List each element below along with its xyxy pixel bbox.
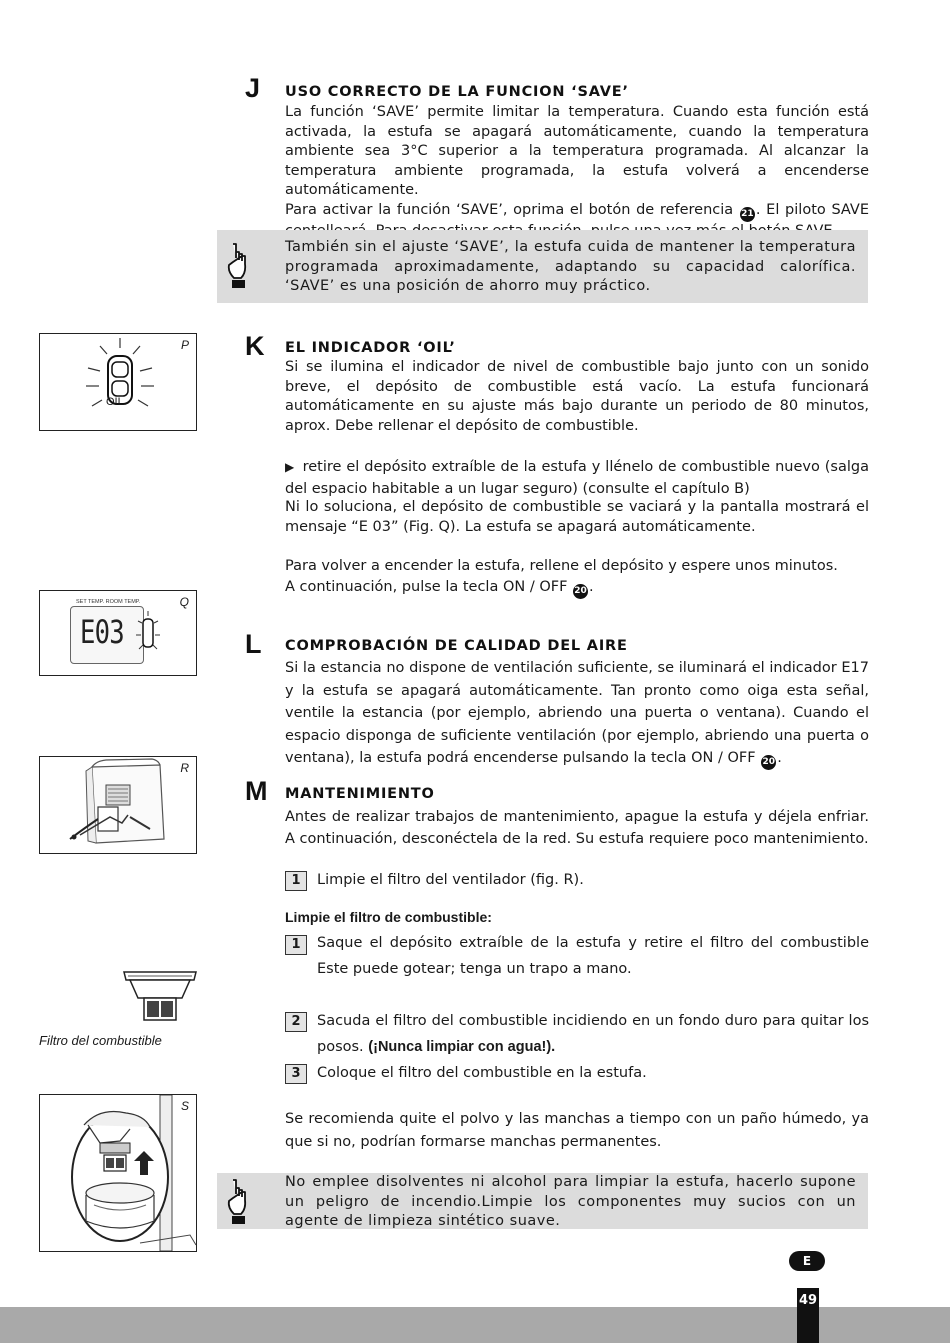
save-paragraph-2b: . El piloto SAVE — [755, 201, 869, 218]
figure-r-label: R — [180, 761, 189, 775]
step-replace-filter-text: Coloque el filtro del combustible en la estufa. — [317, 1065, 647, 1081]
section-letter-m: M — [245, 776, 268, 806]
section-letter-j: J — [245, 73, 261, 103]
fuel-filter-illustration — [120, 966, 200, 1024]
fuel-filter-heading: Limpie el filtro de combustible: — [285, 909, 492, 925]
step-number-box: 1 — [285, 871, 307, 891]
figure-p-label: P — [180, 338, 189, 352]
step-number-box: 3 — [285, 1064, 307, 1084]
note-save-text: También sin el ajuste ‘SAVE’, la estufa cuida de mantener la temperatura programada aproximadamente, adaptando su capacidad calorífica. ‘SAVE’ es una posición de ahorro muy práctico. — [285, 239, 856, 294]
section-letter-k: K — [245, 331, 265, 361]
fuel-drop-flashing-icon — [80, 336, 160, 426]
filter-install-illustration — [40, 1095, 196, 1251]
reference-20-badge: 20 — [573, 584, 588, 599]
oil-text: OIL — [106, 396, 124, 408]
figure-q-display — [39, 590, 197, 676]
note-cleaning-text: No emplee disolventes ni alcohol para limpiar la estufa, hacerlo supone un peligro de incendio.Limpie los componentes muy sucios con un agente de limpieza sintético suave. — [285, 1174, 856, 1229]
lcd-error-code: E03 — [80, 613, 124, 651]
triangle-bullet-icon: ▶ — [285, 460, 295, 474]
note-box-cleaning — [217, 1173, 868, 1229]
never-water-warning: (¡Nunca limpiar con agua!). — [368, 1039, 556, 1055]
section-title-air: COMPROBACIÓN DE CALIDAD DEL AIRE — [285, 638, 628, 654]
fuel-drop-flashing-icon — [136, 611, 160, 657]
section-title-save: USO CORRECTO DE LA FUNCION ‘SAVE’ — [285, 84, 629, 100]
section-title-maintenance: MANTENIMIENTO — [285, 786, 435, 802]
step-shake-filter-text: Sacuda el filtro del combustible incidiendo en un fondo duro para quitar los posos. — [317, 1013, 869, 1055]
step-fan-filter-text: Limpie el filtro del ventilador (fig. R). — [317, 872, 584, 888]
step-number-box: 1 — [285, 935, 307, 955]
oil-bullet-paragraph — [285, 456, 869, 500]
reference-21-badge: 21 — [740, 207, 755, 222]
note-box-save — [217, 230, 868, 303]
page-number: 49 — [797, 1288, 819, 1343]
lcd-header-text: SET TEMP. ROOM TEMP. — [76, 599, 141, 605]
air-paragraph-period: . — [777, 750, 782, 766]
section-title-oil: EL INDICADOR ‘OIL’ — [285, 340, 456, 356]
figure-s-filter-install — [39, 1094, 197, 1252]
save-paragraph-text: La función ‘SAVE’ permite limitar la temperatura. Cuando esta función está activada, la estufa se apagará automáticamente, cuando la temperatura ambiente sea 3°C superior a la temperatura programada. Al alcanzar la temperatura ambiente programada, la estufa volverá a encenderse automáticamente. — [285, 104, 869, 198]
oil-paragraph-1: Si se ilumina el indicador de nivel de combustible bajo junto con un sonido breve, el depósito de combustible está vacío. La estufa funcionará automáticamente en su ajuste más bajo durante un periodo de 80 minutos, aprox. Debe rellenar el depósito de combustible. — [285, 359, 869, 434]
figure-s-label: S — [180, 1099, 189, 1113]
reference-20-badge: 20 — [761, 755, 776, 770]
heater-back-illustration — [40, 757, 196, 853]
pointing-hand-icon — [225, 1176, 251, 1226]
fuel-filter-caption: Filtro del combustible — [39, 1033, 162, 1048]
oil-paragraph-2: Ni lo soluciona, el depósito de combustible se vaciará y la pantalla mostrará el mensaje “E 03” (Fig. Q). La estufa se apagará automáticamente. — [285, 499, 869, 535]
air-paragraph — [285, 657, 869, 770]
oil-paragraph-3 — [285, 556, 869, 599]
figure-p-oil-indicator — [39, 333, 197, 431]
oil-bullet-text: retire el depósito extraíble de la estufa y llénelo de combustible nuevo (salga del espacio habitable a un lugar seguro) (consulte el capítulo B) — [285, 459, 869, 497]
save-paragraph-2a: Para activar la función ‘SAVE’, oprima el botón de referencia — [285, 201, 734, 218]
save-paragraph-1 — [285, 103, 869, 241]
step-shake-filter — [317, 1008, 869, 1060]
oil-restart-text: Para volver a encender la estufa, rellene el depósito y espere unos minutos. — [285, 558, 838, 574]
figure-q-label: Q — [179, 595, 189, 609]
oil-onoff-period: . — [589, 579, 594, 595]
language-badge: E — [789, 1251, 825, 1271]
maintenance-paragraph-1: Antes de realizar trabajos de mantenimiento, apague la estufa y déjela enfriar. A continuación, desconéctela de la red. Su estufa requiere poco mantenimiento. — [285, 809, 869, 847]
step-remove-tank-text: Saque el depósito extraíble de la estufa y retire el filtro del combustible Este puede gotear; tenga un trapo a mano. — [317, 935, 869, 977]
maintenance-paragraph-2: Se recomienda quite el polvo y las manchas a tiempo con un paño húmedo, ya que si no, podrían formarse manchas permanentes. — [285, 1111, 869, 1150]
pointing-hand-icon — [225, 240, 251, 290]
oil-onoff-text: A continuación, pulse la tecla ON / OFF — [285, 579, 568, 595]
air-paragraph-text: Si la estancia no dispone de ventilación suficiente, se iluminará el indicador E17 y la estufa se apagará automáticamente. Tan pronto como oiga esta señal, ventile la estancia (por ejemplo, abriendo una puerta o ventana). Cuando el espacio disponga de suficiente ventilación (por ejemplo, abriendo una puerta o ventana), la estufa podrá encenderse pulsando la tecla ON / OFF — [285, 660, 869, 766]
figure-r-fan-filter — [39, 756, 197, 854]
section-letter-l: L — [245, 629, 262, 659]
step-number-box: 2 — [285, 1012, 307, 1032]
